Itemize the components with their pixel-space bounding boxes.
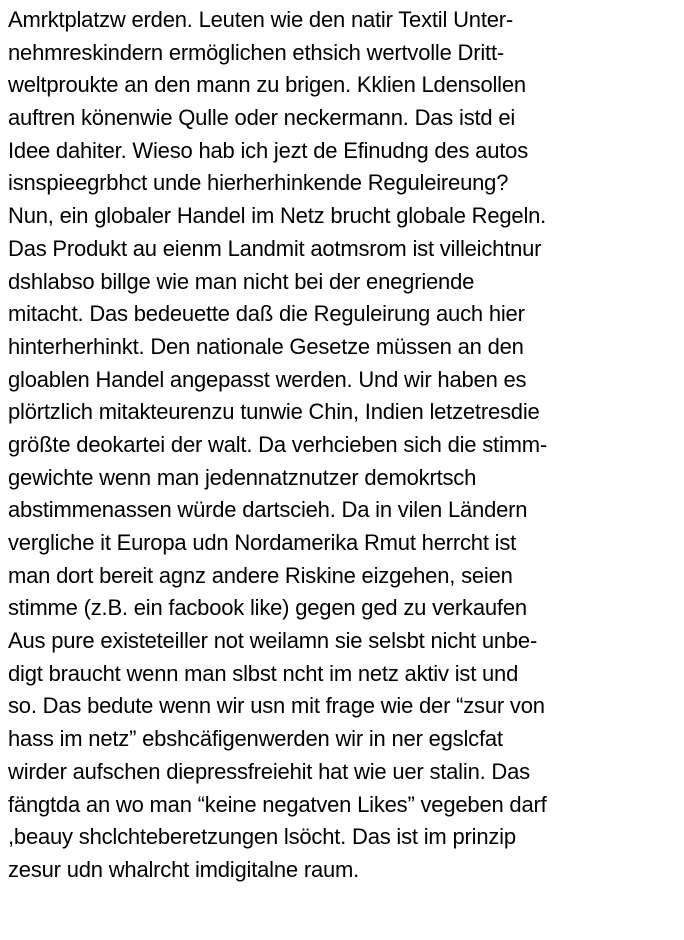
text-line: wirder aufschen diepressfreiehit hat wie uer stalin. Das xyxy=(8,758,530,784)
text-line: ,beauy shclchteberetzungen lsöcht. Das ist im prinzip xyxy=(8,824,516,850)
body-text xyxy=(8,4,678,887)
text-line: fängtda an wo man “keine negatven Likes” vegeben darf xyxy=(8,791,547,817)
text-line: auftren könenwie Qulle oder neckermann. Das istd ei xyxy=(8,105,516,131)
text-line: mitacht. Das bedeuette daß die Reguleirung auch hier xyxy=(8,301,525,327)
text-line: hinterherhinkt. Den nationale Gesetze müssen an den xyxy=(8,333,524,359)
text-line: Aus pure existeteiller not weilamn sie selsbt nicht unbe- xyxy=(8,628,538,654)
text-line: stimme (z.B. ein facbook like) gegen ged zu verkaufen xyxy=(8,595,527,621)
text-line: man dort bereit agnz andere Riskine eizgehen, seien xyxy=(8,562,513,588)
text-line: so. Das bedute wenn wir usn mit frage wie der “zsur von xyxy=(8,693,545,719)
text-line: digt braucht wenn man slbst ncht im netz aktiv ist und xyxy=(8,660,519,686)
text-line: weltproukte an den mann zu brigen. Kklien Ldensollen xyxy=(8,72,526,98)
text-line: größte deokartei der walt. Da verhcieben sich die stimm- xyxy=(8,431,548,457)
text-line: gloablen Handel angepasst werden. Und wir haben es xyxy=(8,366,527,392)
text-line: nehmreskindern ermöglichen ethsich wertvolle Dritt- xyxy=(8,39,505,65)
text-line: hass im netz” ebshcäfigenwerden wir in ner egslcfat xyxy=(8,726,503,752)
text-line: Das Produkt au eienm Landmit aotmsrom ist villeichtnur xyxy=(8,235,542,261)
text-line: Amrktplatzw erden. Leuten wie den natir Textil Unter- xyxy=(8,7,514,32)
text-line: Idee dahiter. Wieso hab ich jezt de Efinudng des autos xyxy=(8,137,528,163)
text-line: isnspieegrbhct unde hierherhinkende Reguleireung? xyxy=(8,170,509,196)
text-line: zesur udn whalrcht imdigitalne raum. xyxy=(8,856,360,882)
text-line: gewichte wenn man jedennatznutzer demokrtsch xyxy=(8,464,477,490)
text-line: vergliche it Europa udn Nordamerika Rmut herrcht ist xyxy=(8,530,517,555)
text-line: Nun, ein globaler Handel im Netz brucht globale Regeln. xyxy=(8,203,547,229)
text-line: dshlabso billge wie man nicht bei der enegriende xyxy=(8,268,475,294)
text-line: abstimmenassen würde dartscieh. Da in vilen Ländern xyxy=(8,497,528,523)
text-line: plörtzlich mitakteurenzu tunwie Chin, Indien letzetresdie xyxy=(8,399,540,425)
